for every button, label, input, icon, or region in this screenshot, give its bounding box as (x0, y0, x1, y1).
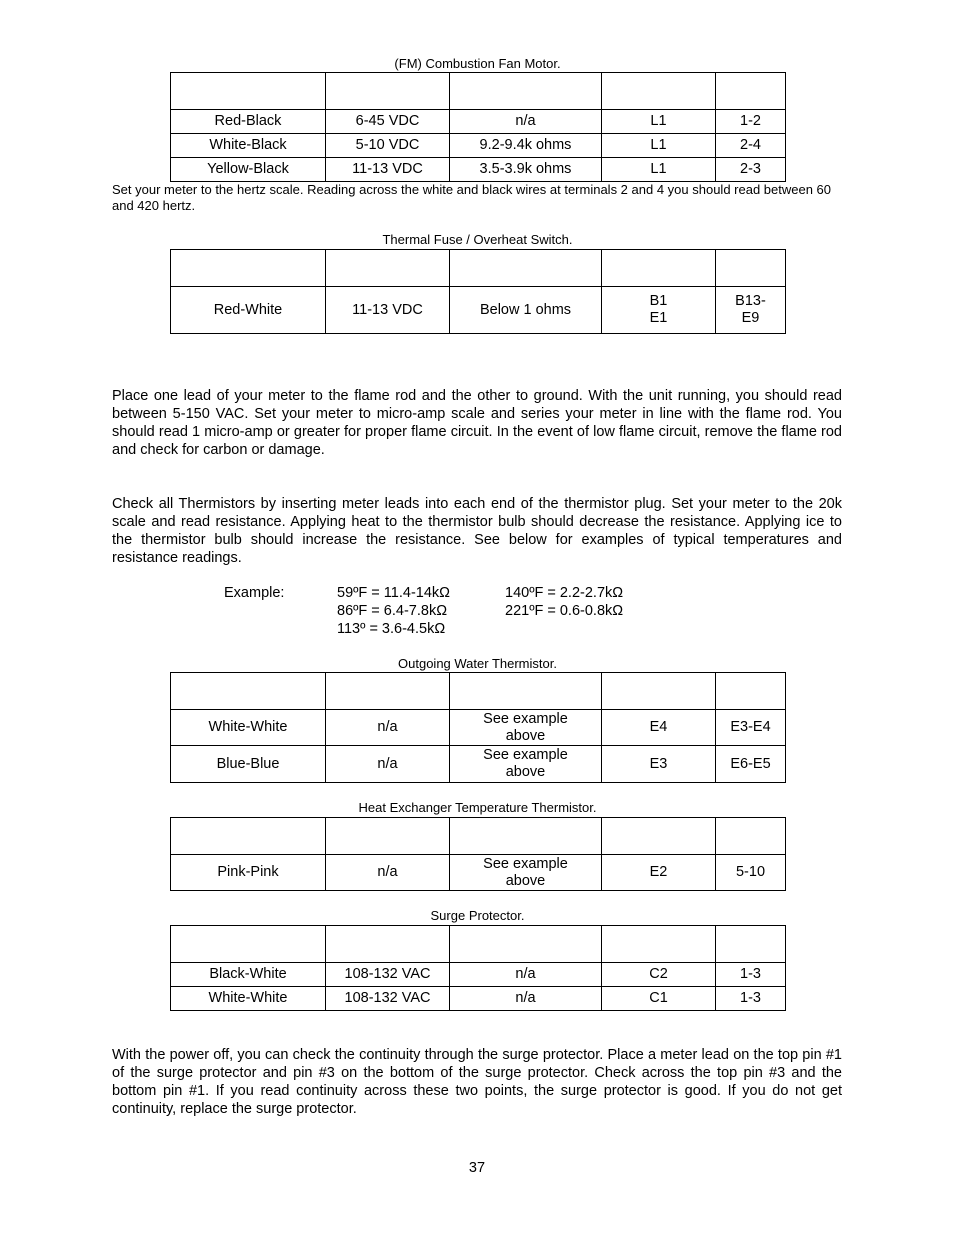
voltage-cell: n/a (326, 710, 450, 746)
wire-color-cell: White-White (171, 710, 326, 746)
page-number: 37 (468, 1160, 486, 1176)
voltage-cell: n/a (326, 746, 450, 783)
wire-color-cell: Black-White (171, 963, 326, 987)
example-value: 86ºF = 6.4-7.8kΩ (337, 603, 448, 619)
pins-cell: 1-2 (716, 110, 786, 134)
pins-cell: 2-3 (716, 158, 786, 182)
wire-color-cell: Pink-Pink (171, 855, 326, 891)
pins-line-2: E9 (741, 310, 760, 326)
pins-cell (716, 287, 786, 334)
connector-line-2: E1 (649, 310, 668, 326)
table-row (171, 987, 786, 1011)
fan-motor-caption: (FM) Combustion Fan Motor. (394, 56, 561, 71)
example-col-2 (505, 584, 623, 620)
table-row (171, 710, 786, 746)
connector-line-1: B1 (649, 293, 668, 309)
hertz-note: Set your meter to the hertz scale. Reading across the white and black wires at terminals 2 and 4 you should read between 60 and 420 hertz. (112, 182, 832, 213)
resistance-line-2: above (505, 727, 546, 744)
example-value: 140ºF = 2.2-2.7kΩ (505, 585, 624, 601)
table-header-row (171, 250, 786, 287)
header-cell (602, 73, 716, 110)
resistance-line-1: See example (483, 855, 568, 872)
outgoing-caption: Outgoing Water Thermistor. (398, 656, 557, 671)
thermistor-paragraph: Check all Thermistors by inserting meter leads into each end of the thermistor plug. Set your meter to the 20k scale and read resistance. Applying heat to the thermistor bulb should decrease the resistance. Applying ice to the thermistor bulb should increase the resistance. See below for examples of typical temperatures and resistance readings. (112, 496, 842, 566)
table-header-row (171, 73, 786, 110)
surge-table (170, 925, 786, 1011)
voltage-cell: 5-10 VDC (326, 134, 450, 158)
table-row (171, 746, 786, 783)
surge-paragraph: With the power off, you can check the continuity through the surge protector. Place a meter lead on the top pin #1 of the surge protector and pin #3 on the bottom of the surge protector. Check across the top pin #3 and the bottom pin #1. If you read continuity across these two points, the surge protector is good. If you do not get continuity, replace the surge protector. (112, 1047, 842, 1117)
heat-exchanger-caption: Heat Exchanger Temperature Thermistor. (358, 800, 597, 815)
table-row (171, 963, 786, 987)
voltage-cell: 108-132 VAC (326, 963, 450, 987)
pins-cell: E3-E4 (716, 710, 786, 746)
voltage-cell: 6-45 VDC (326, 110, 450, 134)
resistance-line-2: above (505, 872, 546, 889)
header-cell (450, 73, 602, 110)
example-col-1 (337, 584, 450, 638)
resistance-cell: 9.2-9.4k ohms (450, 134, 602, 158)
wire-color-cell: Yellow-Black (171, 158, 326, 182)
header-cell (716, 73, 786, 110)
thermal-fuse-caption: Thermal Fuse / Overheat Switch. (382, 232, 573, 247)
pins-cell: E6-E5 (716, 746, 786, 783)
thermal-fuse-table (170, 249, 786, 334)
wire-color-cell: White-White (171, 987, 326, 1011)
table-header-row (171, 926, 786, 963)
voltage-cell: n/a (326, 855, 450, 891)
wire-color-cell: Red-Black (171, 110, 326, 134)
resistance-line-2: above (505, 764, 546, 780)
resistance-cell (450, 710, 602, 746)
table-header-row (171, 818, 786, 855)
resistance-cell (450, 855, 602, 891)
connector-cell: E4 (602, 710, 716, 746)
flame-rod-paragraph: Place one lead of your meter to the flame rod and the other to ground. With the unit running, you should read between 5-150 VAC. Set your meter to micro-amp scale and series your meter in line with the flame rod. You should read 1 micro-amp or greater for proper flame circuit. In the event of low flame circuit, remove the flame rod and check for carbon or damage. (112, 388, 842, 458)
table-row (171, 110, 786, 134)
connector-cell: C2 (602, 963, 716, 987)
table-row (171, 134, 786, 158)
connector-cell: C1 (602, 987, 716, 1011)
voltage-cell: 11-13 VDC (326, 287, 450, 334)
table-row (171, 158, 786, 182)
resistance-line-1: See example (483, 710, 568, 727)
wire-color-cell: White-Black (171, 134, 326, 158)
connector-cell: L1 (602, 134, 716, 158)
example-value: 59ºF = 11.4-14kΩ (337, 585, 450, 601)
heat-exchanger-table (170, 817, 786, 891)
resistance-line-1: See example (483, 747, 568, 763)
header-cell (171, 73, 326, 110)
table-row (171, 287, 786, 334)
outgoing-table (170, 672, 786, 783)
pins-line-1: B13- (735, 293, 766, 309)
table-row (171, 855, 786, 891)
pins-cell: 1-3 (716, 987, 786, 1011)
voltage-cell: 108-132 VAC (326, 987, 450, 1011)
resistance-cell: n/a (450, 110, 602, 134)
table-header-row (171, 673, 786, 710)
fan-motor-table (170, 72, 786, 182)
example-label: Example: (224, 585, 285, 601)
connector-cell: L1 (602, 158, 716, 182)
resistance-cell (450, 746, 602, 783)
example-value: 221ºF = 0.6-0.8kΩ (505, 603, 624, 619)
pins-cell: 1-3 (716, 963, 786, 987)
connector-cell: L1 (602, 110, 716, 134)
voltage-cell: 11-13 VDC (326, 158, 450, 182)
pins-cell: 2-4 (716, 134, 786, 158)
connector-cell: E2 (602, 855, 716, 891)
resistance-cell: 3.5-3.9k ohms (450, 158, 602, 182)
connector-cell (602, 287, 716, 334)
resistance-cell: n/a (450, 963, 602, 987)
wire-color-cell: Red-White (171, 287, 326, 334)
connector-cell: E3 (602, 746, 716, 783)
resistance-cell: Below 1 ohms (450, 287, 602, 334)
header-cell (326, 73, 450, 110)
pins-cell: 5-10 (716, 855, 786, 891)
example-value: 113º = 3.6-4.5kΩ (337, 621, 446, 637)
wire-color-cell: Blue-Blue (171, 746, 326, 783)
surge-caption: Surge Protector. (430, 908, 525, 923)
resistance-cell: n/a (450, 987, 602, 1011)
